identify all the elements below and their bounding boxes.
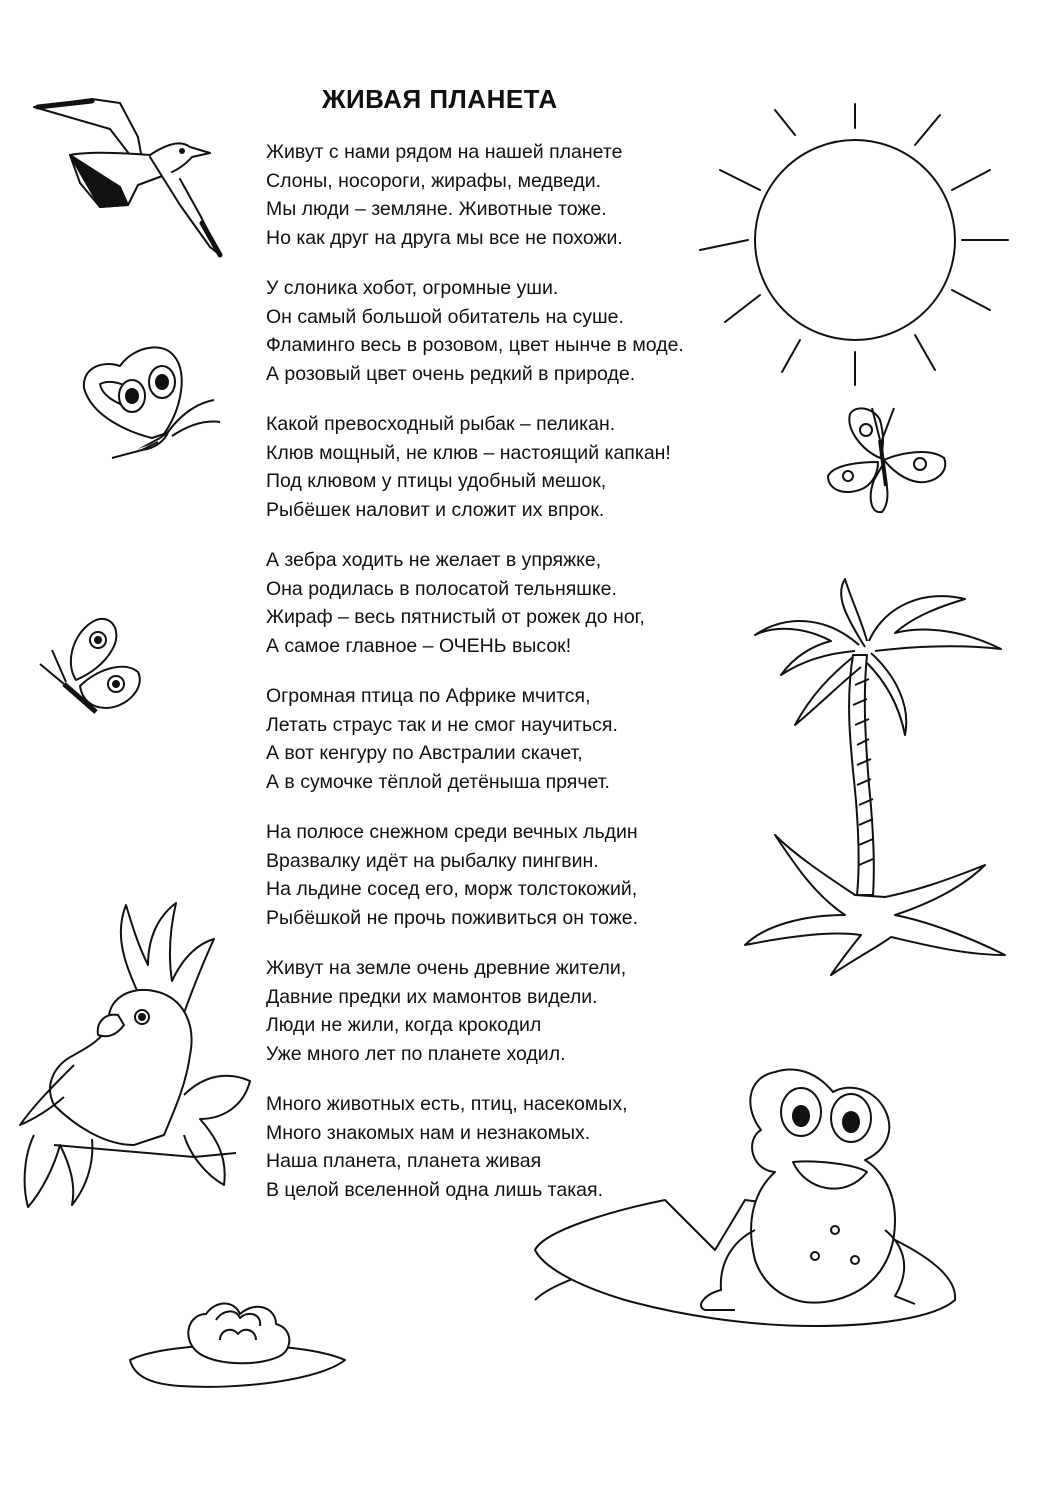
poem-line: Рыбёшкой не прочь поживиться он тоже. <box>266 906 639 929</box>
page-title: ЖИВАЯ ПЛАНЕТА <box>322 84 558 114</box>
poem-line: На полюсе снежном среди вечных льдин <box>266 821 638 843</box>
poem-line: А зебра ходить не желает в упряжке, <box>266 549 602 571</box>
poem-line: Живут с нами рядом на нашей планете <box>266 141 623 163</box>
cockatoo-illustration <box>14 895 256 1215</box>
butterfly-illustration <box>72 338 224 478</box>
poem-line: А самое главное – ОЧЕНЬ высок! <box>266 634 572 657</box>
poem-line: Много знакомых нам и незнакомых. <box>266 1121 591 1144</box>
poem-line: Какой превосходный рыбак – пеликан. <box>266 413 616 435</box>
poem-line: Мы люди – земляне. Животные тоже. <box>266 198 607 220</box>
poem-line: А в сумочке тёплой детёныша прячет. <box>266 770 610 793</box>
stanza <box>266 546 786 660</box>
poem-line: Живут на земле очень древние жители, <box>266 957 627 979</box>
butterfly-illustration <box>34 612 146 724</box>
poem-line: Клюв мощный, не клюв – настоящий капкан! <box>266 441 671 464</box>
frog-illustration <box>515 1060 960 1350</box>
poem-line: Вразвалку идёт на рыбалку пингвин. <box>266 849 599 872</box>
poem-line: Она родилась в полосатой тельняшке. <box>266 577 617 600</box>
palm-tree-illustration <box>735 575 1020 975</box>
poem-line: Много животных есть, птиц, насекомых, <box>266 1093 628 1115</box>
poem-line: Под клювом у птицы удобный мешок, <box>266 470 607 492</box>
poem-line: Но как друг на друга мы все не похожи. <box>266 226 623 249</box>
seagull-illustration <box>30 95 220 260</box>
poem-line: Люди не жили, когда крокодил <box>266 1014 542 1036</box>
poem-line: Рыбёшек наловит и сложит их впрок. <box>266 498 605 521</box>
sun-illustration <box>690 100 1020 390</box>
poem-line: Слоны, носороги, жирафы, медведи. <box>266 169 602 192</box>
poem-line: Наша планета, планета живая <box>266 1150 542 1172</box>
poem-line: Он самый большой обитатель на суше. <box>266 305 624 328</box>
poem-line: У слоника хобот, огромные уши. <box>266 277 559 299</box>
poem-line: А розовый цвет очень редкий в природе. <box>266 362 636 385</box>
poem-line: Фламинго весь в розовом, цвет нынче в моде. <box>266 334 684 356</box>
poem-line: Летать страус так и не смог научиться. <box>266 713 618 736</box>
poem-line: На льдине сосед его, морж толстокожий, <box>266 878 638 900</box>
poem-line: Уже много лет по планете ходил. <box>266 1042 566 1065</box>
poem-line: Огромная птица по Африке мчится, <box>266 685 591 707</box>
poem-line: В целой вселенной одна лишь такая. <box>266 1178 603 1201</box>
stanza <box>266 682 786 796</box>
stanza <box>266 410 786 524</box>
butterfly-illustration <box>822 400 952 518</box>
poem-line: А вот кенгуру по Австралии скачет, <box>266 742 583 764</box>
stanza <box>266 818 786 932</box>
poem-line: Давние предки их мамонтов видели. <box>266 985 598 1008</box>
water-lily-illustration <box>120 1280 355 1400</box>
stanza <box>266 954 786 1068</box>
poem-line: Жираф – весь пятнистый от рожек до ног, <box>266 606 645 628</box>
